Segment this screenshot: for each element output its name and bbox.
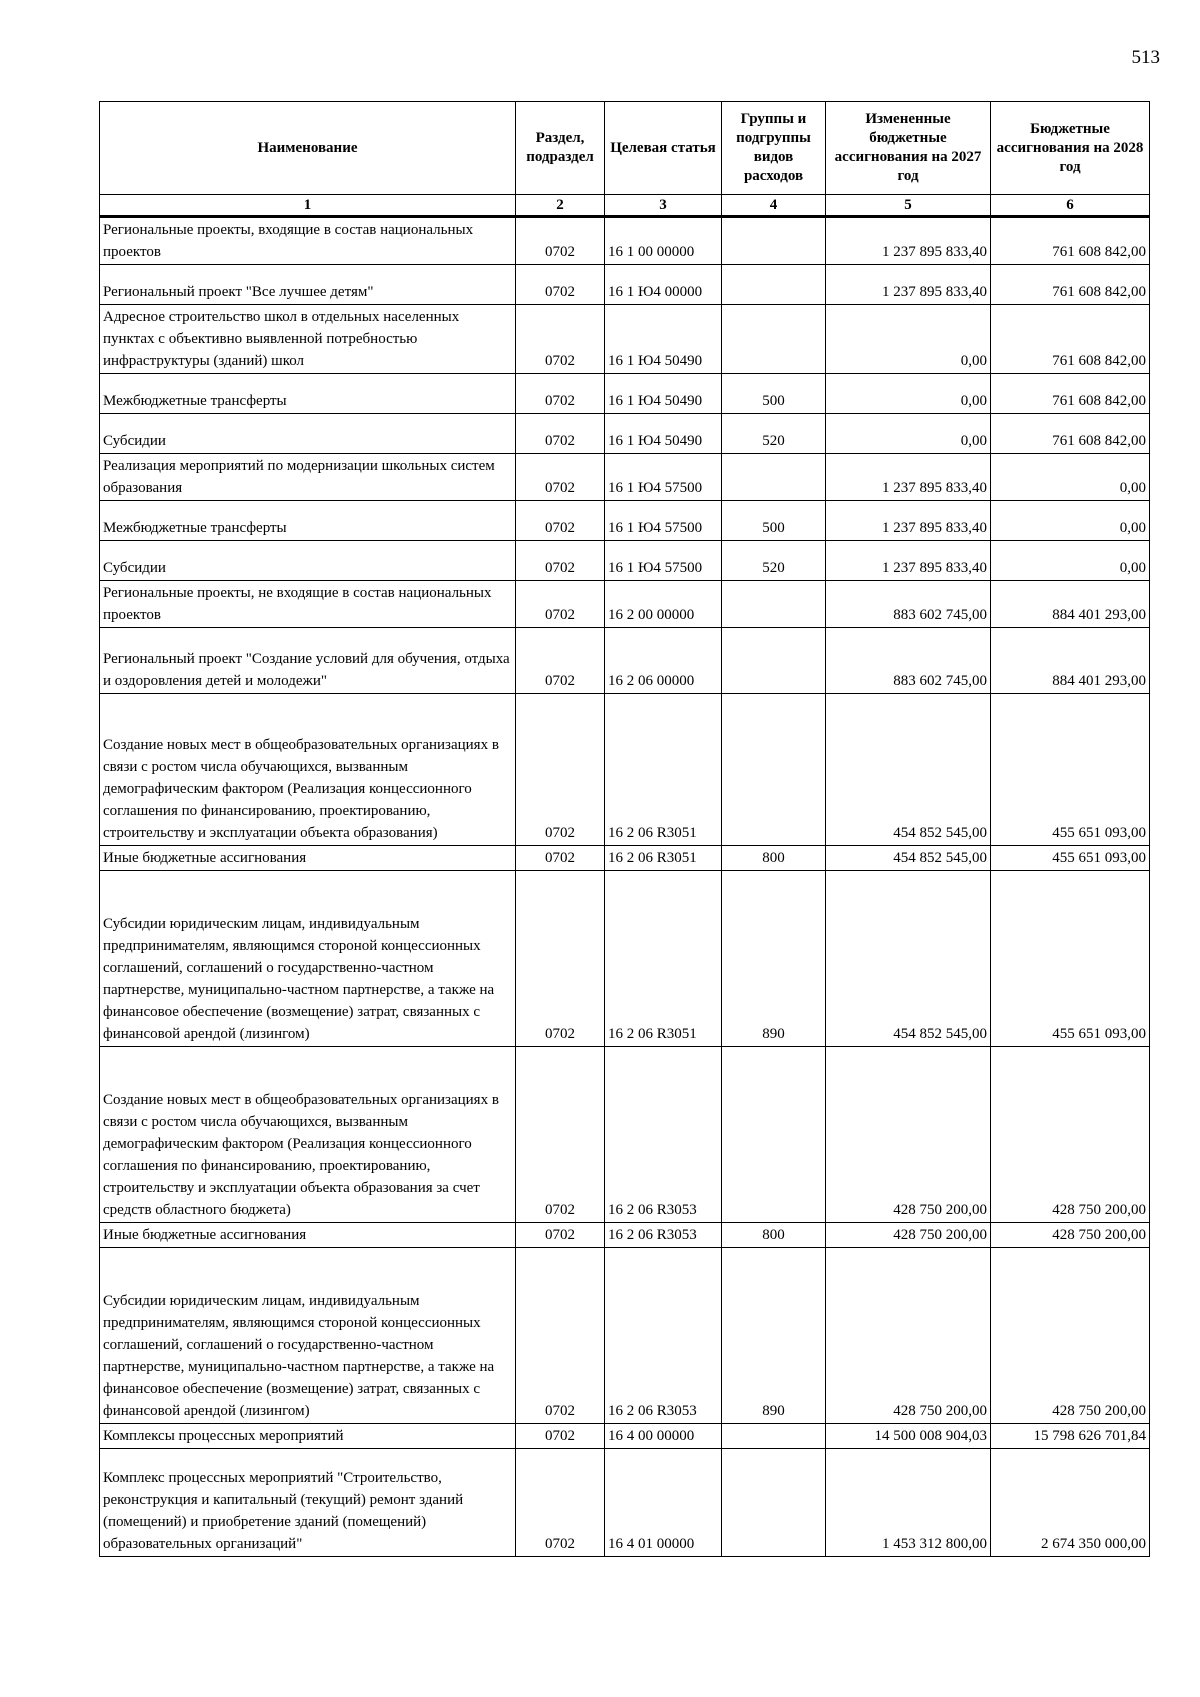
row-group (722, 581, 826, 628)
row-article: 16 1 Ю4 57500 (605, 454, 722, 501)
table-row (100, 217, 1150, 265)
header-group: Группы и подгруппы видов расходов (722, 102, 826, 195)
row-amount-2028: 455 651 093,00 (991, 846, 1150, 871)
row-article: 16 1 Ю4 00000 (605, 265, 722, 305)
table-row (100, 581, 1150, 628)
row-amount-2027: 428 750 200,00 (826, 1248, 991, 1424)
row-group: 800 (722, 1223, 826, 1248)
row-section: 0702 (516, 846, 605, 871)
row-group (722, 217, 826, 265)
row-group: 500 (722, 501, 826, 541)
row-name: Реализация мероприятий по модернизации школьных систем образования (100, 454, 516, 501)
row-amount-2028: 428 750 200,00 (991, 1047, 1150, 1223)
row-name: Комплекс процессных мероприятий "Строительство, реконструкция и капитальный (текущий) ремонт зданий (помещений) и приобретение зданий (помещений) образовательных организаций" (100, 1449, 516, 1557)
row-amount-2028: 0,00 (991, 501, 1150, 541)
row-amount-2028: 2 674 350 000,00 (991, 1449, 1150, 1557)
row-name: Региональные проекты, входящие в состав национальных проектов (100, 217, 516, 265)
row-section: 0702 (516, 1449, 605, 1557)
row-amount-2027: 1 237 895 833,40 (826, 265, 991, 305)
column-number: 6 (991, 195, 1150, 217)
column-number-row (100, 195, 1150, 217)
row-amount-2028: 761 608 842,00 (991, 217, 1150, 265)
row-name: Иные бюджетные ассигнования (100, 1223, 516, 1248)
row-amount-2027: 428 750 200,00 (826, 1047, 991, 1223)
row-article: 16 2 06 R3051 (605, 871, 722, 1047)
row-name: Региональный проект "Все лучшее детям" (100, 265, 516, 305)
table-row (100, 1047, 1150, 1223)
table-header-row (100, 102, 1150, 195)
row-section: 0702 (516, 628, 605, 694)
row-amount-2027: 1 237 895 833,40 (826, 501, 991, 541)
row-group (722, 265, 826, 305)
row-name: Субсидии (100, 414, 516, 454)
table-row (100, 454, 1150, 501)
table-row (100, 374, 1150, 414)
row-group (722, 1047, 826, 1223)
row-name: Иные бюджетные ассигнования (100, 846, 516, 871)
column-number: 1 (100, 195, 516, 217)
row-article: 16 4 00 00000 (605, 1424, 722, 1449)
column-number: 2 (516, 195, 605, 217)
row-amount-2027: 883 602 745,00 (826, 581, 991, 628)
row-article: 16 2 06 R3053 (605, 1223, 722, 1248)
table-row (100, 1449, 1150, 1557)
table-row (100, 265, 1150, 305)
row-amount-2027: 1 237 895 833,40 (826, 454, 991, 501)
row-amount-2028: 761 608 842,00 (991, 305, 1150, 374)
row-name: Региональные проекты, не входящие в состав национальных проектов (100, 581, 516, 628)
row-section: 0702 (516, 305, 605, 374)
column-number: 5 (826, 195, 991, 217)
row-section: 0702 (516, 501, 605, 541)
row-article: 16 2 06 00000 (605, 628, 722, 694)
row-section: 0702 (516, 454, 605, 501)
table-row (100, 501, 1150, 541)
row-section: 0702 (516, 414, 605, 454)
row-amount-2027: 454 852 545,00 (826, 846, 991, 871)
row-amount-2028: 761 608 842,00 (991, 374, 1150, 414)
row-amount-2027: 14 500 008 904,03 (826, 1424, 991, 1449)
row-article: 16 1 Ю4 57500 (605, 541, 722, 581)
table-row (100, 628, 1150, 694)
row-name: Субсидии юридическим лицам, индивидуальным предпринимателям, являющимся стороной концессионных соглашений, соглашений о государственно-частном партнерстве, муниципально-частном партнерстве, а также на финансовое обеспечение (возмещение) затрат, связанных с финансовой арендой (лизингом) (100, 871, 516, 1047)
header-name: Наименование (100, 102, 516, 195)
row-article: 16 2 00 00000 (605, 581, 722, 628)
row-name: Адресное строительство школ в отдельных населенных пунктах с объективно выявленной потребностью инфраструктуры (зданий) школ (100, 305, 516, 374)
row-group (722, 694, 826, 846)
row-amount-2028: 455 651 093,00 (991, 871, 1150, 1047)
row-amount-2027: 0,00 (826, 414, 991, 454)
row-article: 16 1 Ю4 50490 (605, 374, 722, 414)
column-number: 4 (722, 195, 826, 217)
row-name: Региональный проект "Создание условий для обучения, отдыха и оздоровления детей и молодежи" (100, 628, 516, 694)
row-section: 0702 (516, 1248, 605, 1424)
row-name: Субсидии юридическим лицам, индивидуальным предпринимателям, являющимся стороной концессионных соглашений, соглашений о государственно-частном партнерстве, муниципально-частном партнерстве, а также на финансовое обеспечение (возмещение) затрат, связанных с финансовой арендой (лизингом) (100, 1248, 516, 1424)
table-row (100, 305, 1150, 374)
row-section: 0702 (516, 1424, 605, 1449)
row-group: 500 (722, 374, 826, 414)
row-group (722, 628, 826, 694)
row-section: 0702 (516, 581, 605, 628)
row-amount-2027: 1 453 312 800,00 (826, 1449, 991, 1557)
row-article: 16 2 06 R3053 (605, 1248, 722, 1424)
row-article: 16 1 Ю4 50490 (605, 305, 722, 374)
header-2028: Бюджетные ассигнования на 2028 год (991, 102, 1150, 195)
table-row (100, 541, 1150, 581)
header-section: Раздел, подраздел (516, 102, 605, 195)
row-group: 520 (722, 541, 826, 581)
table-row (100, 1424, 1150, 1449)
row-group (722, 1449, 826, 1557)
row-name: Межбюджетные трансферты (100, 374, 516, 414)
row-amount-2027: 1 237 895 833,40 (826, 541, 991, 581)
row-section: 0702 (516, 541, 605, 581)
header-2027: Измененные бюджетные ассигнования на 2027 год (826, 102, 991, 195)
row-amount-2028: 0,00 (991, 541, 1150, 581)
row-amount-2028: 761 608 842,00 (991, 265, 1150, 305)
row-group (722, 1424, 826, 1449)
row-amount-2027: 883 602 745,00 (826, 628, 991, 694)
row-amount-2028: 884 401 293,00 (991, 628, 1150, 694)
row-section: 0702 (516, 217, 605, 265)
table-row (100, 1223, 1150, 1248)
row-article: 16 2 06 R3051 (605, 846, 722, 871)
row-article: 16 2 06 R3053 (605, 1047, 722, 1223)
row-article: 16 1 00 00000 (605, 217, 722, 265)
row-section: 0702 (516, 265, 605, 305)
row-name: Создание новых мест в общеобразовательных организациях в связи с ростом числа обучающихся, вызванным демографическим фактором (Реализация концессионного соглашения по финансированию, проектированию, строительству и эксплуатации объекта образования) (100, 694, 516, 846)
row-group: 520 (722, 414, 826, 454)
table-row (100, 414, 1150, 454)
row-group (722, 305, 826, 374)
row-amount-2028: 884 401 293,00 (991, 581, 1150, 628)
row-group: 890 (722, 871, 826, 1047)
row-amount-2028: 15 798 626 701,84 (991, 1424, 1150, 1449)
row-amount-2028: 761 608 842,00 (991, 414, 1150, 454)
row-name: Субсидии (100, 541, 516, 581)
row-group: 890 (722, 1248, 826, 1424)
row-amount-2027: 0,00 (826, 374, 991, 414)
row-amount-2028: 428 750 200,00 (991, 1223, 1150, 1248)
row-amount-2027: 454 852 545,00 (826, 871, 991, 1047)
row-amount-2027: 428 750 200,00 (826, 1223, 991, 1248)
row-article: 16 2 06 R3051 (605, 694, 722, 846)
row-amount-2028: 428 750 200,00 (991, 1248, 1150, 1424)
table-row (100, 694, 1150, 846)
row-section: 0702 (516, 1223, 605, 1248)
row-section: 0702 (516, 871, 605, 1047)
row-name: Комплексы процессных мероприятий (100, 1424, 516, 1449)
row-amount-2027: 1 237 895 833,40 (826, 217, 991, 265)
row-group: 800 (722, 846, 826, 871)
row-name: Создание новых мест в общеобразовательных организациях в связи с ростом числа обучающихся, вызванным демографическим фактором (Реализация концессионного соглашения по финансированию, проектированию, строительству и эксплуатации объекта образования за счет средств областного бюджета) (100, 1047, 516, 1223)
row-name: Межбюджетные трансферты (100, 501, 516, 541)
budget-table (99, 101, 1150, 1557)
header-article: Целевая статья (605, 102, 722, 195)
row-amount-2028: 0,00 (991, 454, 1150, 501)
column-number: 3 (605, 195, 722, 217)
row-article: 16 1 Ю4 50490 (605, 414, 722, 454)
row-section: 0702 (516, 1047, 605, 1223)
row-amount-2027: 454 852 545,00 (826, 694, 991, 846)
row-amount-2027: 0,00 (826, 305, 991, 374)
table-row (100, 1248, 1150, 1424)
row-article: 16 1 Ю4 57500 (605, 501, 722, 541)
row-group (722, 454, 826, 501)
row-section: 0702 (516, 694, 605, 846)
table-row (100, 871, 1150, 1047)
page-number: 513 (1131, 47, 1160, 68)
row-amount-2028: 455 651 093,00 (991, 694, 1150, 846)
row-section: 0702 (516, 374, 605, 414)
table-row (100, 846, 1150, 871)
row-article: 16 4 01 00000 (605, 1449, 722, 1557)
